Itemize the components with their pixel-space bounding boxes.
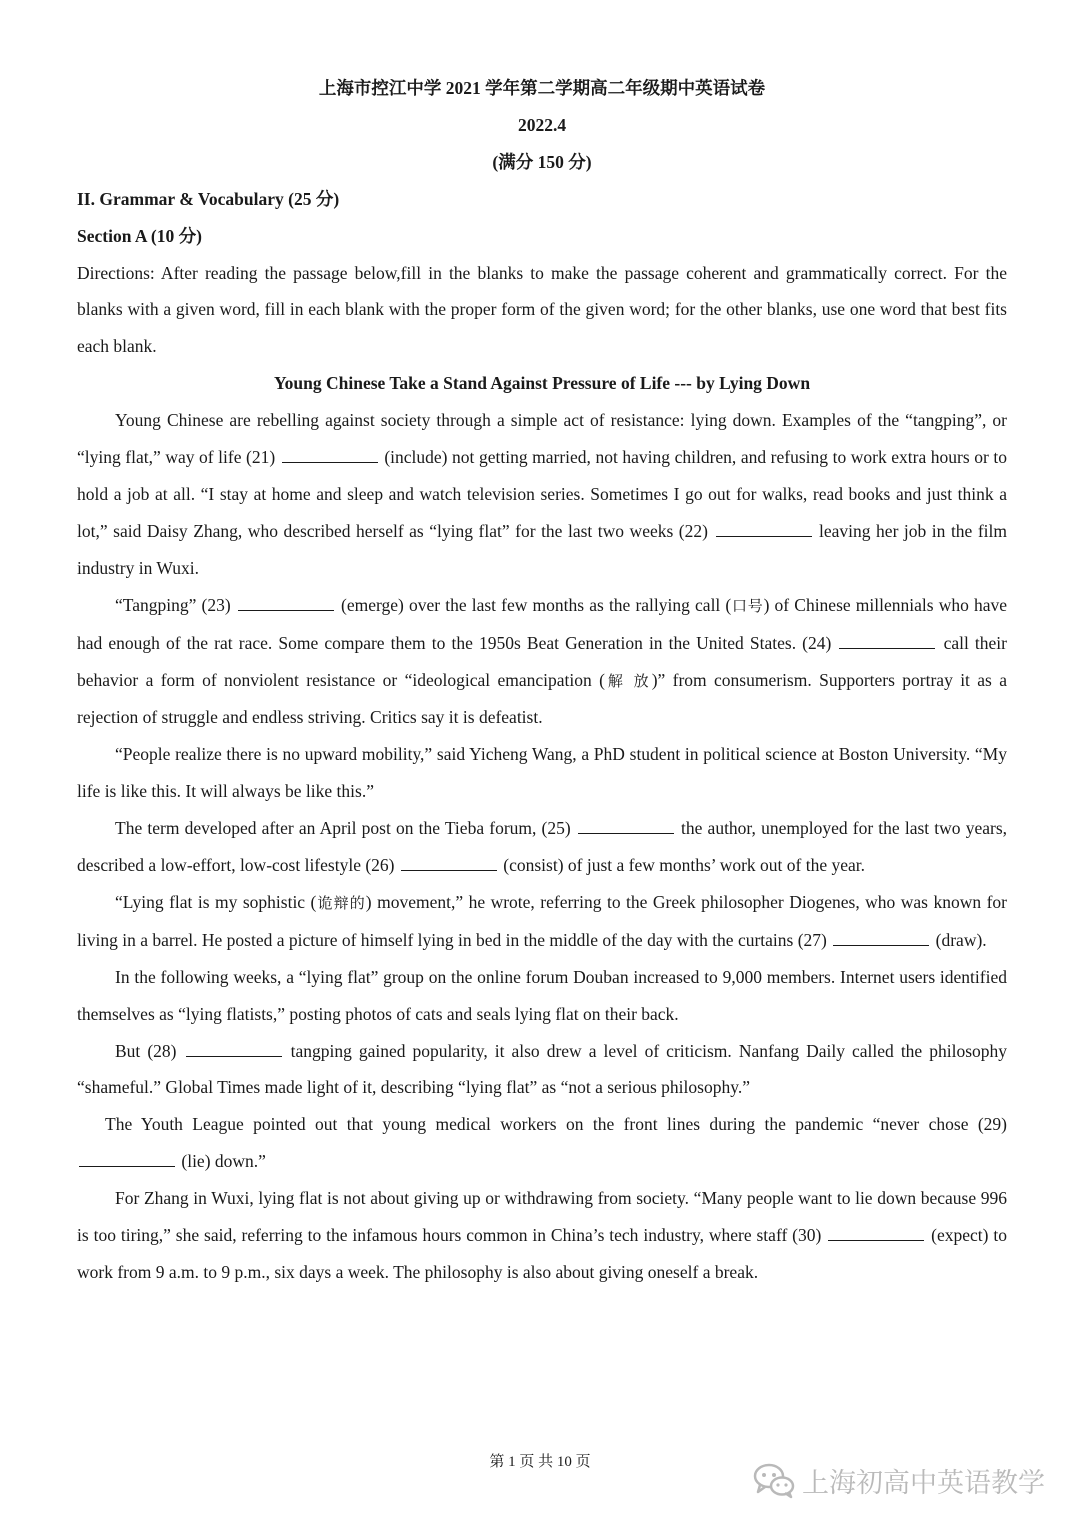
p4-text-a: The term developed after an April post on the Tieba forum, (25) <box>115 818 571 839</box>
blank-27[interactable] <box>833 927 929 946</box>
p8-text-a: The Youth League pointed out that young medical workers on the front lines during the pandemic “never chose (29) <box>105 1114 1007 1135</box>
paragraph-8 <box>77 1106 1007 1180</box>
section-heading: Section A (10 分) <box>77 225 202 246</box>
p1-text-c: leaving her job in the film industry in Wuxi. <box>77 520 1008 578</box>
blank-29[interactable] <box>79 1148 175 1167</box>
p2-text-b: (emerge) over the last few months as the rallying call ( <box>341 594 732 615</box>
p9-text-b: (expect) to work from 9 a.m. to 9 p.m., six days a week. The philosophy is also about giving oneself a break. <box>77 1225 1007 1282</box>
watermark-text: 上海初高中英语教学 <box>802 1467 1045 1499</box>
directions: Directions: After reading the passage below,fill in the blanks to make the passage coherent and grammatically correct. For the blanks with a given word, fill in each blank with the proper form of the given word; for the other blanks, use one word that best fits each blank. <box>77 262 1007 357</box>
paragraph-6: In the following weeks, a “lying flat” group on the online forum Douban increased to 9,000 members. Internet users identified themselves as “lying flatists,” posting photos of cats and seals lying flat on their back. <box>77 966 1007 1024</box>
p4-text-c: (consist) of just a few months’ work out of the year. <box>503 855 865 876</box>
passage-title: Young Chinese Take a Stand Against Pressure of Life --- by Lying Down <box>273 373 811 394</box>
blank-22[interactable] <box>716 518 812 537</box>
p2-text-a: “Tangping” (23) <box>115 594 231 615</box>
blank-30[interactable] <box>828 1222 924 1241</box>
watermark <box>752 1458 1072 1502</box>
paragraph-4 <box>77 810 1007 884</box>
page-footer: 第 1 页 共 10 页 <box>489 1454 591 1470</box>
exam-page <box>77 70 1007 1291</box>
paragraph-7 <box>77 1033 1007 1107</box>
paragraph-9 <box>77 1180 1007 1291</box>
p9-text-a: For Zhang in Wuxi, lying flat is not about giving up or withdrawing from society. “Many people want to lie down because 996 is too tiring,” she said, referring to the infamous hours common in China’s tech industry, where staff (30) <box>77 1188 1007 1246</box>
p2-text-c: ) of Chinese millennials who have had enough of the rat race. Some compare them to the 1950s Beat Generation in the United States. (24) <box>77 594 1008 653</box>
blank-25[interactable] <box>578 815 674 834</box>
p2-chinese-gloss-1: 口号 <box>731 596 764 615</box>
p5-text-a: “Lying flat is my sophistic ( <box>115 891 317 912</box>
blank-28[interactable] <box>186 1038 282 1057</box>
exam-date: 2022.4 <box>517 114 567 135</box>
p5-chinese-gloss: 诡辩的 <box>316 893 366 912</box>
exam-title: 上海市控江中学 2021 学年第二学期高二年级期中英语试卷 <box>318 78 766 98</box>
p8-text-b: (lie) down.” <box>181 1151 266 1172</box>
p5-text-b: ) movement,” he wrote, referring to the Greek philosopher Diogenes, who was known for living in a barrel. He posted a picture of himself lying in bed in the middle of the day with the curtains (27) <box>77 891 1007 950</box>
p2-chinese-gloss-2: 解 放 <box>604 671 652 690</box>
p7-text-b: tangping gained popularity, it also drew a level of criticism. Nanfang Daily called the philosophy “shameful.” Global Times made light of it, describing “lying flat” as “not a serious philosophy.” <box>77 1040 1008 1098</box>
p2-text-e: )” from consumerism. Supporters portray it as a rejection of struggle and endless striving. Critics say it is defeatist. <box>77 669 1007 728</box>
blank-21[interactable] <box>282 444 378 463</box>
p1-text-a: Young Chinese are rebelling against society through a simple act of resistance: lying down. Examples of the “tangping”, or “lying flat,” way of life (21) <box>77 410 1007 468</box>
paragraph-1 <box>77 402 1007 587</box>
exam-score: (满分 150 分) <box>492 151 592 172</box>
wechat-icon <box>752 1461 796 1499</box>
paragraph-5 <box>77 884 1007 959</box>
p4-text-b: the author, unemployed for the last two years, described a low-effort, low-cost lifestyle (26) <box>77 818 1008 876</box>
p1-text-b: (include) not getting married, not having children, and refusing to work extra hours or to hold a job at all. “I stay at home and sleep and watch television series. Sometimes I go out for walks, read books and just think a lot,” said Daisy Zhang, who described herself as “lying flat” for the last two weeks (22) <box>77 447 1007 541</box>
part-heading: II. Grammar & Vocabulary (25 分) <box>77 188 340 209</box>
p5-text-c: (draw). <box>935 929 987 950</box>
p2-text-d: call their behavior a form of nonviolent resistance or “ideological emancipation ( <box>77 632 1007 690</box>
blank-24[interactable] <box>839 630 935 649</box>
blank-23[interactable] <box>238 592 334 611</box>
p7-text-a: But (28) <box>115 1040 177 1061</box>
paragraph-3: “People realize there is no upward mobility,” said Yicheng Wang, a PhD student in political science at Boston University. “My life is like this. It will always be like this.” <box>77 744 1007 802</box>
blank-26[interactable] <box>401 852 497 871</box>
paragraph-2 <box>77 587 1007 737</box>
